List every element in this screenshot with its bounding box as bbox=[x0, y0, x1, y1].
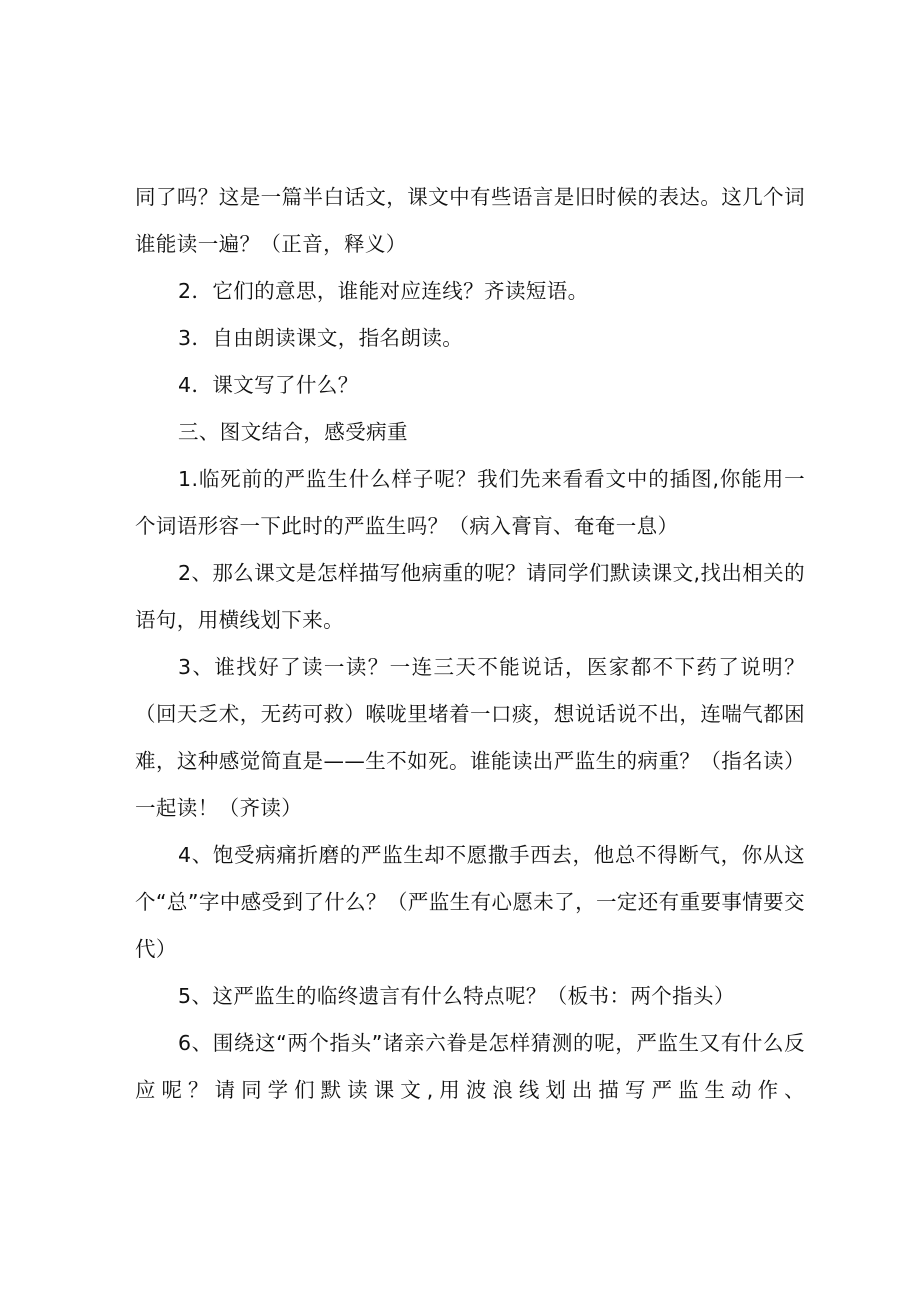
paragraph-item-3: 3．自由朗读课文，指名朗读。 bbox=[178, 326, 464, 350]
document-body bbox=[135, 174, 805, 1114]
section-heading: 三、图文结合，感受病重 bbox=[178, 420, 408, 444]
paragraph-step-5: 5、这严监生的临终遗言有什么特点呢？（板书：两个指头） bbox=[178, 984, 735, 1008]
paragraph-step-6: 6、围绕这“两个指头”诸亲六眷是怎样猜测的呢，严监生又有什么反应呢？请同学们默读课文,用波浪线划出描写严监生动作、 bbox=[135, 1031, 805, 1102]
paragraph-item-2: 2．它们的意思，谁能对应连线？齐读短语。 bbox=[178, 279, 589, 303]
paragraph-continuation: 同了吗？这是一篇半白话文，课文中有些语言是旧时候的表达。这几个词谁能读一遍？（正音，释义） bbox=[135, 185, 805, 256]
paragraph-step-2: 2、那么课文是怎样描写他病重的呢？请同学们默读课文,找出相关的语句，用横线划下来。 bbox=[135, 561, 805, 632]
paragraph-step-1: 1.临死前的严监生什么样子呢？我们先来看看文中的插图,你能用一个词语形容一下此时的严监生吗？（病入膏肓、奄奄一息） bbox=[135, 467, 805, 538]
paragraph-step-3: 3、谁找好了读一读？一连三天不能说话，医家都不下药了说明？（回天乏术，无药可救）喉咙里堵着一口痰，想说话说不出，连喘气都困难，这种感觉简直是——生不如死。谁能读出严监生的病重？（指名读）一起读！（齐读） bbox=[135, 655, 805, 820]
paragraph-item-4: 4．课文写了什么？ bbox=[178, 373, 359, 397]
paragraph-step-4: 4、饱受病痛折磨的严监生却不愿撒手西去，他总不得断气，你从这个“总”字中感受到了什么？（严监生有心愿未了，一定还有重要事情要交代） bbox=[135, 843, 805, 961]
